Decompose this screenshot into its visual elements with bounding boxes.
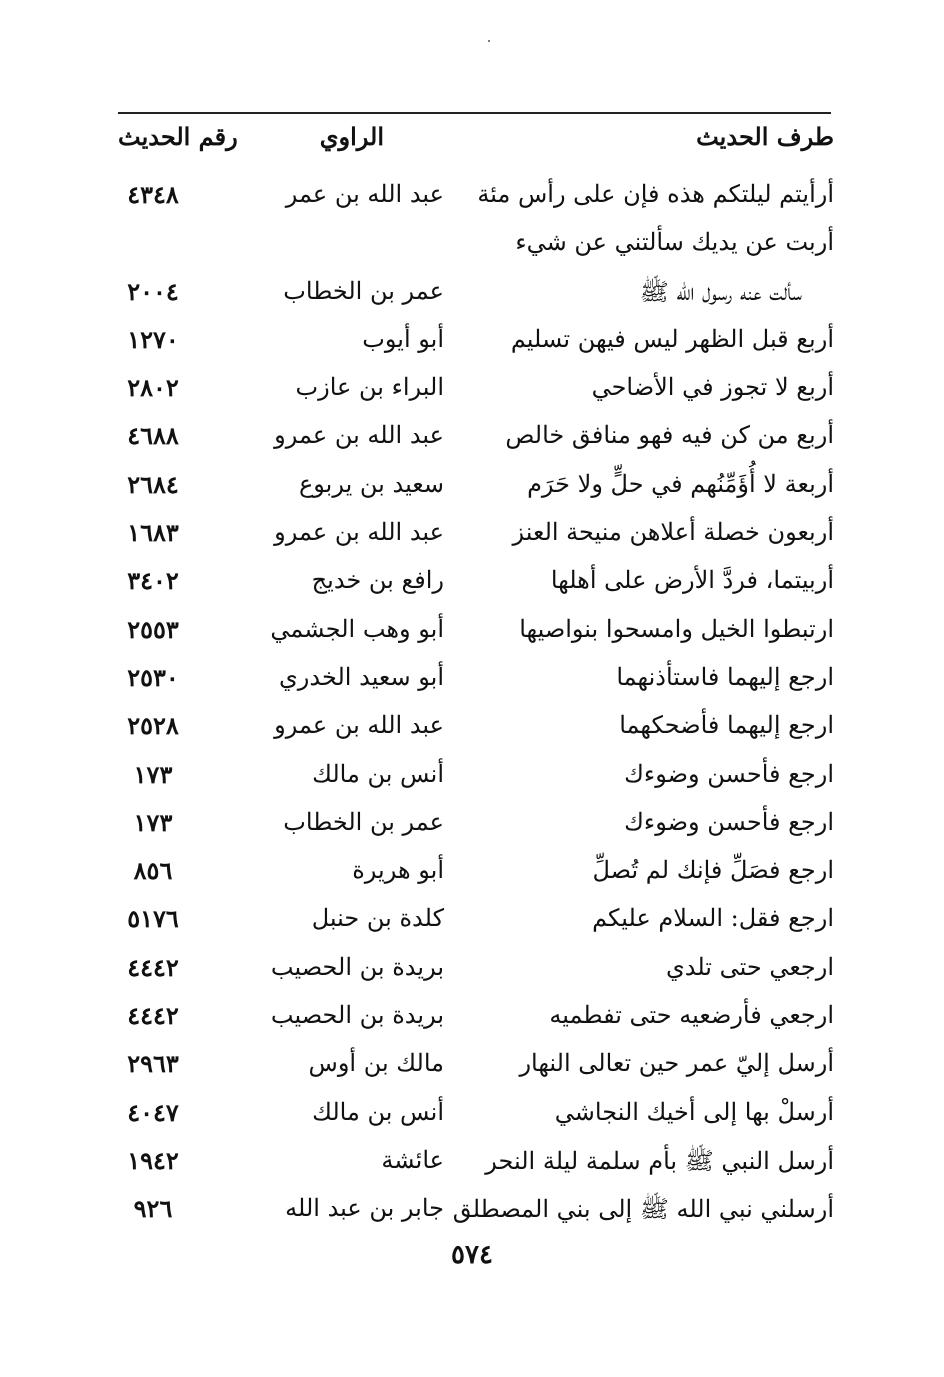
narrator-name: عمر بن الخطاب xyxy=(283,276,444,305)
narrator-name: بريدة بن الحصيب xyxy=(270,952,444,981)
hadith-number: ٢٦٨٤ xyxy=(127,469,179,499)
hadith-text: ارجع فأحسن وضوءك xyxy=(624,807,834,836)
table-row xyxy=(118,365,834,413)
hadith-text: أربت عن يديك سألتني عن شيء xyxy=(515,228,834,257)
narrator-name: أبو وهب الجشمي xyxy=(270,614,444,643)
hadith-text: ارتبطوا الخيل وامسحوا بنواصيها xyxy=(519,614,834,643)
hadith-text: أربع من كن فيه فهو منافق خالص xyxy=(505,421,834,450)
hadith-number: ١٢٧٠ xyxy=(127,324,179,354)
hadith-text: ارجعي فأرضعيه حتى تفطميه xyxy=(549,1001,834,1030)
table-row xyxy=(118,413,834,461)
narrator-name: أبو أيوب xyxy=(362,324,444,353)
table-row xyxy=(118,896,834,944)
table-header xyxy=(118,116,834,164)
hadith-index-table xyxy=(118,172,834,1235)
hadith-text: أرأيتم ليلتكم هذه فإن على رأس مئة xyxy=(477,180,834,208)
hadith-number: ٢٥٥٣ xyxy=(127,614,179,644)
hadith-text: أرسلني نبي الله ﷺ إلى بني المصطلق xyxy=(452,1195,834,1224)
narrator-name: عبد الله بن عمرو xyxy=(274,711,444,740)
narrator-name: أنس بن مالك xyxy=(312,759,444,788)
narrator-name: أنس بن مالك xyxy=(312,1097,444,1126)
narrator-name: أبو هريرة xyxy=(352,856,444,885)
hadith-number: ١٩٤٢ xyxy=(127,1145,179,1175)
hadith-text: ارجع إليهما فأضحكهما xyxy=(619,711,834,740)
table-row xyxy=(118,655,834,703)
hadith-text: ارجع فقل: السلام عليكم xyxy=(592,904,834,933)
table-row xyxy=(118,848,834,896)
narrator-name: كلدة بن حنبل xyxy=(311,904,444,933)
header-narrator: الراوي xyxy=(319,122,384,151)
narrator-name: جابر بن عبد الله xyxy=(285,1194,444,1223)
hadith-number: ٢٥٣٠ xyxy=(127,662,179,692)
table-row xyxy=(118,462,834,510)
hadith-number: ١٦٨٣ xyxy=(127,518,179,548)
hadith-text: أربع قبل الظهر ليس فيهن تسليم xyxy=(510,324,834,353)
hadith-number: ٥١٧٦ xyxy=(127,904,179,934)
header-hadith: طرف الحديث xyxy=(696,122,834,151)
hadith-number: ٤٤٤٢ xyxy=(127,1001,179,1031)
hadith-number: ٩٢٦ xyxy=(133,1194,173,1224)
narrator-name: سعيد بن يربوع xyxy=(298,469,444,498)
narrator-name: مالك بن أوس xyxy=(308,1049,444,1078)
narrator-name: رافع بن خديج xyxy=(311,566,444,595)
hadith-text: ارجع فأحسن وضوءك xyxy=(624,759,834,788)
table-row xyxy=(118,945,834,993)
table-row xyxy=(118,800,834,848)
hadith-number: ٢٠٠٤ xyxy=(127,276,179,306)
hadith-number: ٤٤٤٢ xyxy=(127,952,179,982)
table-row xyxy=(118,1041,834,1089)
hadith-number: ١٧٣ xyxy=(133,759,173,789)
table-row xyxy=(118,607,834,655)
narrator-name: عبد الله بن عمر xyxy=(285,180,444,208)
top-rule xyxy=(118,112,831,114)
table-row xyxy=(118,269,834,317)
hadith-number: ١٧٣ xyxy=(133,807,173,837)
hadith-text: أربعة لا أُؤَمِّنُهم في حلٍّ ولا حَرَم xyxy=(527,469,834,498)
hadith-text: أربع لا تجوز في الأضاحي xyxy=(591,373,834,402)
hadith-text: أرسل النبي ﷺ بأم سلمة ليلة النحر xyxy=(485,1146,834,1175)
scan-speck xyxy=(488,40,490,42)
table-row xyxy=(118,558,834,606)
narrator-name: عائشة xyxy=(381,1145,444,1174)
hadith-text: أربيتما، فردَّ الأرض على أهلها xyxy=(550,566,834,595)
narrator-name: بريدة بن الحصيب xyxy=(270,1001,444,1030)
hadith-text: أرسلْ بها إلى أخيك النجاشي xyxy=(554,1097,834,1126)
hadith-number: ٤٦٨٨ xyxy=(127,421,179,451)
narrator-name: أبو سعيد الخدري xyxy=(279,662,444,691)
hadith-text: أربعون خصلة أعلاهن منيحة العنز xyxy=(512,518,834,547)
hadith-text: سألت عنه رسول الله ﷺ xyxy=(639,277,802,306)
table-row xyxy=(118,1186,834,1234)
table-row xyxy=(118,1138,834,1186)
narrator-name: عمر بن الخطاب xyxy=(283,807,444,836)
hadith-text: أرسل إليّ عمر حين تعالى النهار xyxy=(519,1049,834,1078)
hadith-text: ارجع إليهما فاستأذنهما xyxy=(616,662,834,691)
hadith-number: ٢٩٦٣ xyxy=(127,1049,179,1079)
hadith-text: ارجعي حتى تلدي xyxy=(665,952,834,981)
table-row xyxy=(118,317,834,365)
table-row xyxy=(118,752,834,800)
hadith-number: ٣٤٠٢ xyxy=(127,566,179,596)
narrator-name: عبد الله بن عمرو xyxy=(274,518,444,547)
narrator-name: البراء بن عازب xyxy=(295,373,444,402)
table-row xyxy=(118,510,834,558)
hadith-number: ٤٠٤٧ xyxy=(127,1097,179,1127)
narrator-name: عبد الله بن عمرو xyxy=(274,421,444,450)
table-row xyxy=(118,172,834,220)
header-number: رقم الحديث xyxy=(118,122,238,151)
hadith-number: ٢٥٢٨ xyxy=(127,711,179,741)
table-row xyxy=(118,703,834,751)
page-number: ٥٧٤ xyxy=(451,1240,493,1270)
table-row xyxy=(118,993,834,1041)
hadith-number: ٤٣٤٨ xyxy=(127,180,179,209)
hadith-text: ارجع فصَلِّ فإنك لم تُصلِّ xyxy=(592,856,834,885)
table-row xyxy=(118,1090,834,1138)
hadith-number: ٨٥٦ xyxy=(133,856,173,886)
hadith-number: ٢٨٠٢ xyxy=(127,373,179,403)
table-row xyxy=(118,220,834,268)
